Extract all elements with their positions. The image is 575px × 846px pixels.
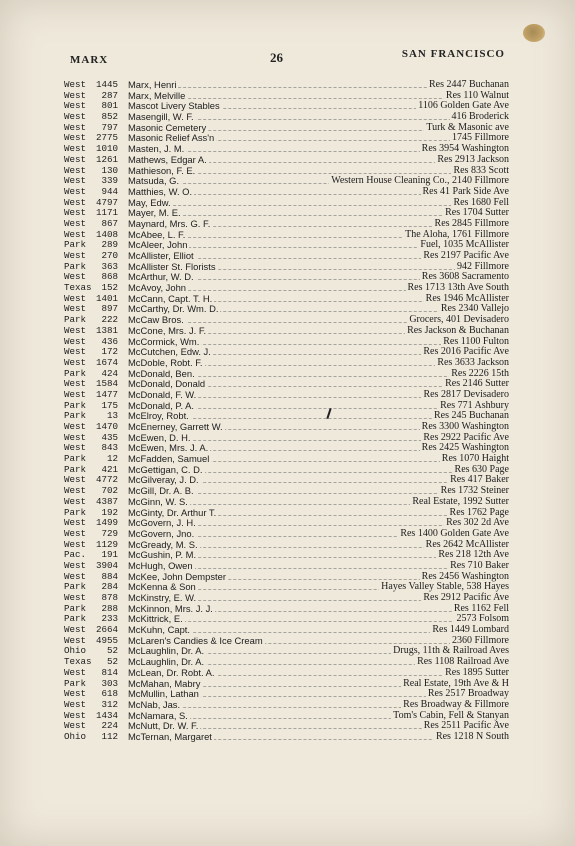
entry-number: 702 xyxy=(101,485,118,497)
entry-district: Park xyxy=(64,613,87,625)
entry-name: Marx, Henri xyxy=(128,79,177,90)
entry-number: 339 xyxy=(101,175,118,187)
entry-info: Res 1108 Railroad Ave xyxy=(417,656,509,668)
entry-name: McEwen, Mrs. J. A. xyxy=(128,442,209,454)
entry-name: Masten, J. M. xyxy=(128,143,185,155)
entry-district: West xyxy=(64,79,87,90)
entry-district: West xyxy=(64,517,87,529)
binding-hole xyxy=(523,24,545,42)
entry-name: McDonald, P. A. xyxy=(128,399,195,411)
entry-district: West xyxy=(64,175,87,187)
entry-district: West xyxy=(64,388,87,400)
entry-district: West xyxy=(64,485,87,497)
entry-number: 1129 xyxy=(95,538,118,550)
entry-number: 52 xyxy=(106,645,118,657)
entry-info: Res 1400 Golden Gate Ave xyxy=(400,527,509,539)
entry-name: McKenna & Son xyxy=(128,581,196,593)
entry-district: West xyxy=(64,132,87,144)
entry-info: Res 2511 Pacific Ave xyxy=(423,720,509,732)
entry-info: Res 2845 Fillmore xyxy=(434,217,509,229)
entry-number: 1408 xyxy=(95,228,118,240)
entry-number: 222 xyxy=(101,314,118,326)
entry-district: West xyxy=(64,559,87,571)
entry-name: McLaren's Candies & Ice Cream xyxy=(128,634,263,646)
entry-district: Park xyxy=(64,602,87,614)
entry-number: 1261 xyxy=(95,153,118,165)
entry-number: 944 xyxy=(101,185,118,197)
entry-number: 1381 xyxy=(95,324,118,336)
entry-name: Matthies, W. O. xyxy=(128,185,193,197)
entry-district: West xyxy=(64,196,87,208)
entry-district: West xyxy=(64,217,87,229)
directory-entry xyxy=(0,529,575,540)
entry-district: Park xyxy=(64,367,87,379)
entry-number: 436 xyxy=(101,335,118,347)
entry-info: Res 1218 N South xyxy=(435,730,509,742)
directory-entry xyxy=(0,668,575,679)
entry-number: 192 xyxy=(101,506,118,518)
entry-info: Res 2340 Vallejo xyxy=(440,303,509,315)
entry-number: 2775 xyxy=(95,132,118,144)
entry-district: West xyxy=(64,431,87,443)
entry-district: West xyxy=(64,143,87,155)
entry-info: Res 2226 15th xyxy=(451,367,509,379)
entry-info: Res 2447 Buchanan xyxy=(429,79,509,90)
entry-name: McAleer, John xyxy=(128,239,188,251)
entry-number: 1674 xyxy=(95,356,118,368)
entry-info: The Aloha, 1761 Fillmore xyxy=(405,228,509,240)
entry-district: West xyxy=(64,421,87,432)
entry-name: McAllister St. Florists xyxy=(128,260,216,272)
entry-info: Hayes Valley Stable, 538 Hayes xyxy=(381,581,509,593)
entry-number: 1171 xyxy=(95,207,118,219)
entry-name: McEwen, D. H. xyxy=(128,431,191,443)
entry-name: McMullin, Lathan xyxy=(128,688,199,700)
entry-name: Masengill, W. F. xyxy=(128,111,194,123)
entry-info: Res 1680 Fell xyxy=(453,196,509,208)
entry-name: McFadden, Samuel xyxy=(128,453,210,465)
entry-number: 4387 xyxy=(95,495,118,507)
entry-district: West xyxy=(64,378,87,390)
entry-number: 729 xyxy=(101,527,118,539)
entry-number: 1010 xyxy=(95,143,118,155)
entry-name: McGilveray, J. D. xyxy=(128,474,199,486)
entry-info: Res 2642 McAllister xyxy=(425,538,509,550)
page-number: 26 xyxy=(270,50,283,65)
entry-district: Park xyxy=(64,453,87,465)
entry-number: 618 xyxy=(101,688,118,700)
entry-name: McGill, Dr. A. B. xyxy=(128,485,194,497)
entry-name: McDonald, Ben. xyxy=(128,367,195,379)
entry-number: 867 xyxy=(101,217,118,229)
entry-district: West xyxy=(64,495,87,507)
entry-info: Res 3608 Sacramento xyxy=(421,271,509,283)
entry-district: West xyxy=(64,121,87,133)
entry-info: Res 1713 13th Ave South xyxy=(407,282,509,294)
entry-district: Park xyxy=(64,677,87,689)
entry-name: McArthur, W. D. xyxy=(128,271,194,283)
entry-district: West xyxy=(64,634,87,646)
entry-number: 1470 xyxy=(95,421,118,432)
entry-info: Res 771 Ashbury xyxy=(440,399,509,411)
entry-info: Real Estate, 19th Ave & H xyxy=(403,677,509,689)
entry-info: Grocers, 401 Devisadero xyxy=(409,314,509,326)
entry-number: 868 xyxy=(101,271,118,283)
entry-name: McAbee, L. F. xyxy=(128,228,186,240)
entry-info: Res 1449 Lombard xyxy=(432,624,509,636)
entry-district: Park xyxy=(64,463,87,475)
entry-info: Fuel, 1035 McAllister xyxy=(420,239,509,251)
entry-info: Res 2197 Pacific Ave xyxy=(423,250,509,261)
entry-district: West xyxy=(64,688,87,700)
entry-district: Ohio xyxy=(64,730,87,742)
entry-number: 287 xyxy=(101,89,118,101)
entry-number: 1401 xyxy=(95,292,118,304)
entry-name: McGettigan, C. D. xyxy=(128,463,203,475)
entry-name: McCann, Capt. T. H. xyxy=(128,292,213,304)
entry-info: Res 41 Park Side Ave xyxy=(422,185,509,197)
entry-district: Pac. xyxy=(64,549,87,561)
directory-entry xyxy=(0,326,575,337)
entry-number: 814 xyxy=(101,666,118,678)
entry-number: 152 xyxy=(101,282,118,294)
entry-info: Res 710 Baker xyxy=(450,559,509,571)
entry-district: Ohio xyxy=(64,645,87,657)
entry-name: Masonic Relief Ass'n xyxy=(128,132,215,144)
entry-name: Marx, Melville xyxy=(128,89,186,101)
entry-name: McLean, Dr. Robt. A. xyxy=(128,666,215,678)
entry-info: Res 1732 Steiner xyxy=(440,485,509,497)
entry-info: Res 3954 Washington xyxy=(421,143,509,155)
entry-name: McKinnon, Mrs. J. J. xyxy=(128,602,213,614)
entry-name: Mayer, M. E. xyxy=(128,207,181,219)
entry-info: 416 Broderick xyxy=(451,111,509,123)
entry-number: 421 xyxy=(101,463,118,475)
entry-info: Res 1070 Haight xyxy=(441,453,509,465)
entry-info: Res 1762 Page xyxy=(449,506,509,518)
entry-name: McDonald, Donald xyxy=(128,378,206,390)
directory-entry xyxy=(0,358,575,369)
entry-info: Res 2456 Washington xyxy=(421,570,509,582)
entry-number: 852 xyxy=(101,111,118,123)
entry-district: West xyxy=(64,666,87,678)
entry-name: McGovern, J. H. xyxy=(128,517,196,529)
entry-number: 3904 xyxy=(95,559,118,571)
entry-district: West xyxy=(64,153,87,165)
entry-district: West xyxy=(64,538,87,550)
entry-info: Res 1162 Fell xyxy=(453,602,509,614)
entry-number: 172 xyxy=(101,346,118,358)
entry-info: Res 110 Walnut xyxy=(445,89,509,101)
entry-number: 2664 xyxy=(95,624,118,636)
entry-district: Park xyxy=(64,314,87,326)
entry-district: West xyxy=(64,335,87,347)
entry-district: West xyxy=(64,164,87,176)
entry-number: 270 xyxy=(101,250,118,261)
entry-name: McNamara, S. xyxy=(128,709,188,721)
entry-number: 130 xyxy=(101,164,118,176)
entry-name: McCarthy, Dr. Wm. D. xyxy=(128,303,219,315)
entry-district: West xyxy=(64,111,87,123)
leader-dots xyxy=(128,621,507,622)
entry-number: 435 xyxy=(101,431,118,443)
entry-district: West xyxy=(64,442,87,454)
header-left: MARX xyxy=(70,54,109,66)
entry-district: West xyxy=(64,570,87,582)
entry-district: West xyxy=(64,292,87,304)
entry-name: McTernan, Margaret xyxy=(128,730,212,742)
entry-info: Res 2146 Sutter xyxy=(445,378,509,390)
entry-info: 2573 Folsom xyxy=(456,613,509,625)
leader-dots xyxy=(128,205,507,206)
directory-entry xyxy=(0,700,575,711)
entry-info: Res Jackson & Buchanan xyxy=(407,324,509,336)
entry-district: West xyxy=(64,356,87,368)
entry-name: McDonald, F. W. xyxy=(128,388,197,400)
entry-district: West xyxy=(64,228,87,240)
entry-name: McGovern, Jno. xyxy=(128,527,195,539)
entry-info: Turk & Masonic ave xyxy=(426,121,509,133)
entry-info: 1106 Golden Gate Ave xyxy=(418,100,509,112)
entry-name: Masonic Cemetery xyxy=(128,121,207,133)
entry-district: West xyxy=(64,709,87,721)
entry-district: Park xyxy=(64,506,87,518)
entry-name: McGushin, P. M. xyxy=(128,549,197,561)
entry-number: 13 xyxy=(106,410,118,422)
directory-entry xyxy=(0,732,575,743)
directory-entry xyxy=(0,497,575,508)
entry-info: Res 2913 Jackson xyxy=(437,153,509,165)
entry-info: Res 2817 Devisadero xyxy=(423,388,509,400)
entry-number: 1445 xyxy=(95,79,118,90)
entry-info: Real Estate, 1992 Sutter xyxy=(412,495,509,507)
entry-name: McKinstry, E. W. xyxy=(128,592,197,603)
directory-list xyxy=(0,80,575,743)
entry-info: Res 2517 Broadway xyxy=(427,688,509,700)
entry-number: 191 xyxy=(101,549,118,561)
entry-number: 797 xyxy=(101,121,118,133)
entry-number: 4955 xyxy=(95,634,118,646)
entry-info: Res 417 Baker xyxy=(450,474,509,486)
entry-info: Tom's Cabin, Fell & Stanyan xyxy=(393,709,509,721)
entry-district: West xyxy=(64,271,87,283)
entry-district: Park xyxy=(64,399,87,411)
entry-info: Res 218 12th Ave xyxy=(438,549,509,561)
entry-number: 1499 xyxy=(95,517,118,529)
entry-info: 942 Fillmore xyxy=(457,260,509,272)
entry-number: 1477 xyxy=(95,388,118,400)
entry-district: West xyxy=(64,100,87,112)
entry-number: 4772 xyxy=(95,474,118,486)
entry-info: Res Broadway & Fillmore xyxy=(403,698,509,710)
entry-info: Res 1100 Fulton xyxy=(443,335,509,347)
entry-info: Res 833 Scott xyxy=(453,164,509,176)
entry-number: 289 xyxy=(101,239,118,251)
entry-info: Res 2912 Pacific Ave xyxy=(423,592,509,603)
entry-info: Res 1704 Sutter xyxy=(445,207,509,219)
entry-district: Texas xyxy=(64,282,92,294)
entry-name: McAvoy, John xyxy=(128,282,187,294)
entry-name: McCaw Bros. xyxy=(128,314,184,326)
entry-district: Park xyxy=(64,581,87,593)
entry-number: 843 xyxy=(101,442,118,454)
entry-number: 424 xyxy=(101,367,118,379)
entry-info: Western House Cleaning Co., 2140 Fillmore xyxy=(331,175,509,187)
entry-name: McMahan, Mabry xyxy=(128,677,201,689)
entry-name: McAllister, Elliot xyxy=(128,250,194,261)
entry-number: 224 xyxy=(101,720,118,732)
entry-district: West xyxy=(64,207,87,219)
entry-name: McCone, Mrs. J. F. xyxy=(128,324,207,336)
entry-info: 1745 Fillmore xyxy=(452,132,509,144)
directory-entry xyxy=(0,187,575,198)
entry-number: 878 xyxy=(101,592,118,603)
entry-district: West xyxy=(64,185,87,197)
entry-district: West xyxy=(64,346,87,358)
entry-district: West xyxy=(64,250,87,261)
entry-number: 288 xyxy=(101,602,118,614)
entry-number: 897 xyxy=(101,303,118,315)
entry-name: McLaughlin, Dr. A. xyxy=(128,656,205,668)
entry-name: McCormick, Wm. xyxy=(128,335,200,347)
entry-number: 312 xyxy=(101,698,118,710)
entry-number: 303 xyxy=(101,677,118,689)
entry-name: McLaughlin, Dr. A. xyxy=(128,645,205,657)
entry-info: 2360 Fillmore xyxy=(452,634,509,646)
entry-number: 12 xyxy=(106,453,118,465)
entry-name: McHugh, Owen xyxy=(128,559,193,571)
entry-district: Park xyxy=(64,239,87,251)
entry-info: Res 630 Page xyxy=(454,463,509,475)
entry-name: McDoble, Robt. F. xyxy=(128,356,203,368)
entry-district: Park xyxy=(64,260,87,272)
entry-name: McGready, M. S. xyxy=(128,538,198,550)
entry-name: Mathieson, F. E. xyxy=(128,164,196,176)
entry-name: Mascot Livery Stables xyxy=(128,100,220,112)
entry-name: May, Edw. xyxy=(128,196,171,208)
entry-info: Res 2016 Pacific Ave xyxy=(423,346,509,358)
entry-number: 175 xyxy=(101,399,118,411)
entry-info: Res 2425 Washington xyxy=(421,442,509,454)
entry-info: Res 1895 Sutter xyxy=(445,666,509,678)
entry-name: McKittrick, E. xyxy=(128,613,183,625)
entry-district: West xyxy=(64,474,87,486)
page-header xyxy=(0,48,575,66)
entry-name: Mathews, Edgar A. xyxy=(128,153,207,165)
entry-name: Matsuda, G. xyxy=(128,175,180,187)
entry-name: McNutt, Dr. W. F. xyxy=(128,720,199,732)
entry-number: 1434 xyxy=(95,709,118,721)
entry-number: 4797 xyxy=(95,196,118,208)
entry-info: Res 1946 McAllister xyxy=(425,292,509,304)
entry-number: 112 xyxy=(101,730,118,742)
entry-district: West xyxy=(64,324,87,336)
entry-number: 52 xyxy=(106,656,118,668)
header-right: SAN FRANCISCO xyxy=(401,48,505,60)
entry-name: McGinn, W. S. xyxy=(128,495,188,507)
entry-name: McEnerney, Garrett W. xyxy=(128,421,223,432)
entry-district: West xyxy=(64,527,87,539)
entry-number: 884 xyxy=(101,570,118,582)
entry-name: McElroy, Robt. xyxy=(128,410,189,422)
entry-name: McNab, Jas. xyxy=(128,698,181,710)
entry-name: McKuhn, Capt. xyxy=(128,624,191,636)
entry-number: 233 xyxy=(101,613,118,625)
entry-district: West xyxy=(64,592,87,603)
entry-number: 284 xyxy=(101,581,118,593)
entry-info: Res 3633 Jackson xyxy=(437,356,509,368)
entry-info: Res 302 2d Ave xyxy=(446,517,509,529)
entry-info: Res 245 Buchanan xyxy=(434,410,509,422)
entry-name: McCutchen, Edw. J. xyxy=(128,346,211,358)
entry-district: Texas xyxy=(64,656,92,668)
entry-district: West xyxy=(64,89,87,101)
entry-district: West xyxy=(64,624,87,636)
entry-name: McGinty, Dr. Arthur T. xyxy=(128,506,217,518)
entry-info: Res 2922 Pacific Ave xyxy=(423,431,509,443)
directory-entry xyxy=(0,155,575,166)
entry-district: Park xyxy=(64,410,87,422)
entry-name: McKee, John Dempster xyxy=(128,570,226,582)
entry-number: 1584 xyxy=(95,378,118,390)
entry-number: 801 xyxy=(101,100,118,112)
entry-district: West xyxy=(64,720,87,732)
entry-info: Drugs, 11th & Railroad Aves xyxy=(393,645,509,657)
entry-district: West xyxy=(64,698,87,710)
entry-number: 363 xyxy=(101,260,118,272)
entry-name: Maynard, Mrs. G. F. xyxy=(128,217,211,229)
entry-info: Res 3300 Washington xyxy=(421,421,509,432)
entry-district: West xyxy=(64,303,87,315)
